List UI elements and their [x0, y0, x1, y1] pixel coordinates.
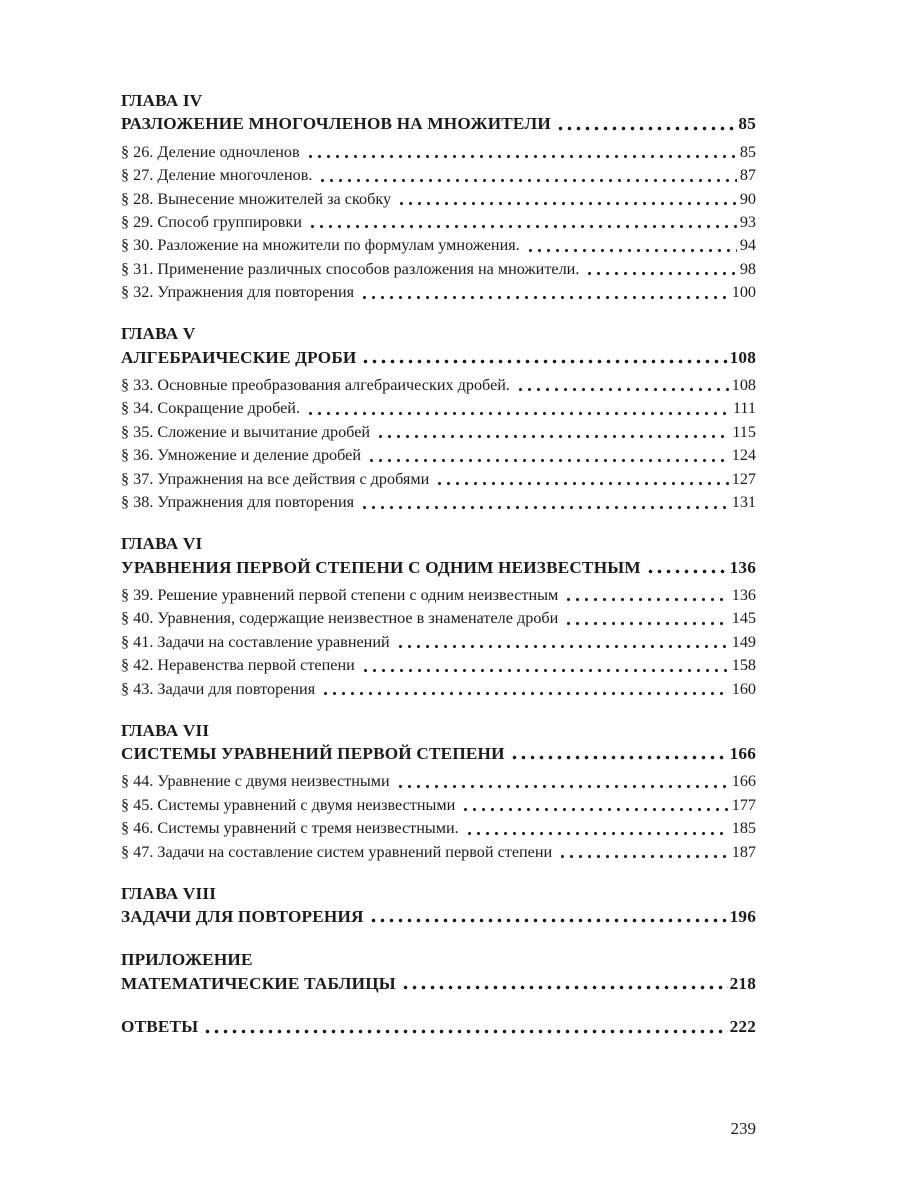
dot-leader — [510, 742, 728, 765]
toc-entry — [121, 678, 756, 701]
toc-entry — [121, 468, 756, 491]
chapter-page-number: 196 — [729, 906, 756, 926]
entry-label: § 31. Применение различных способов разложения на множители. — [121, 259, 580, 278]
entry-page-number: 136 — [731, 585, 756, 604]
dot-leader — [321, 678, 729, 701]
dot-leader — [361, 654, 729, 677]
dot-leader — [367, 444, 729, 467]
entry-label: § 32. Упражнения для повторения — [121, 283, 355, 302]
entry-label: § 39. Решение уравнений первой степени с одним неизвестным — [121, 585, 559, 604]
dot-leader — [361, 346, 727, 369]
toc-entry — [121, 491, 756, 514]
toc-section-chapter-7 — [121, 719, 756, 864]
chapter-entries — [121, 770, 756, 864]
dot-leader — [556, 112, 736, 135]
chapter-entries — [121, 584, 756, 701]
entry-page-number: 98 — [739, 259, 756, 278]
chapter-page-number: 108 — [729, 347, 756, 367]
toc-entry — [121, 444, 756, 467]
toc-entry — [121, 631, 756, 654]
dot-leader — [526, 234, 737, 257]
chapter-label-row — [121, 89, 756, 112]
chapter-label-row — [121, 532, 756, 555]
chapter-page-number: 218 — [729, 973, 756, 993]
dot-leader — [646, 556, 728, 579]
entry-page-number: 187 — [731, 842, 756, 861]
table-of-contents — [121, 89, 756, 1039]
entry-label: § 44. Уравнение с двумя неизвестными — [121, 772, 390, 791]
entry-page-number: 93 — [739, 213, 756, 232]
dot-leader — [376, 421, 729, 444]
chapter-label: ГЛАВА V — [121, 324, 196, 344]
chapter-title: ОТВЕТЫ — [121, 1017, 199, 1037]
entry-page-number: 108 — [731, 376, 756, 395]
toc-section-chapter-6 — [121, 532, 756, 701]
dot-leader — [308, 211, 737, 234]
toc-entry — [121, 817, 756, 840]
dot-leader — [558, 841, 729, 864]
entry-label: § 45. Системы уравнений с двумя неизвестными — [121, 795, 456, 814]
entry-page-number: 158 — [731, 656, 756, 675]
chapter-label-row — [121, 882, 756, 905]
entry-label: § 37. Упражнения на все действия с дробями — [121, 469, 430, 488]
toc-entry — [121, 258, 756, 281]
toc-entry — [121, 374, 756, 397]
dot-leader — [203, 1015, 727, 1038]
chapter-label: ПРИЛОЖЕНИЕ — [121, 950, 253, 970]
chapter-title: АЛГЕБРАИЧЕСКИЕ ДРОБИ — [121, 347, 357, 367]
chapter-title-row — [121, 742, 756, 765]
chapter-label: ГЛАВА VIII — [121, 883, 217, 903]
entry-page-number: 115 — [732, 422, 756, 441]
entry-label: § 35. Сложение и вычитание дробей — [121, 422, 371, 441]
entry-page-number: 100 — [731, 283, 756, 302]
chapter-label: ГЛАВА IV — [121, 91, 203, 110]
dot-leader — [564, 584, 728, 607]
entry-label: § 34. Сокращение дробей. — [121, 399, 301, 418]
dot-leader — [396, 631, 729, 654]
entry-page-number: 90 — [739, 189, 756, 208]
toc-section-chapter-4 — [121, 89, 756, 305]
dot-leader — [318, 164, 736, 187]
chapter-title: РАЗЛОЖЕНИЕ МНОГОЧЛЕНОВ НА МНОЖИТЕЛИ — [121, 114, 551, 134]
dot-leader — [397, 188, 737, 211]
toc-entry — [121, 421, 756, 444]
entry-page-number: 177 — [731, 795, 756, 814]
toc-entry — [121, 607, 756, 630]
dot-leader — [369, 905, 728, 928]
chapter-title: ЗАДАЧИ ДЛЯ ПОВТОРЕНИЯ — [121, 906, 364, 926]
chapter-title: УРАВНЕНИЯ ПЕРВОЙ СТЕПЕНИ С ОДНИМ НЕИЗВЕСТНЫМ — [121, 557, 641, 577]
dot-leader — [516, 374, 729, 397]
entry-label: § 46. Системы уравнений с тремя неизвестными. — [121, 819, 459, 838]
chapter-title-row — [121, 346, 756, 369]
entry-page-number: 127 — [731, 469, 756, 488]
chapter-page-number: 136 — [729, 557, 756, 577]
dot-leader — [360, 491, 729, 514]
chapter-label: ГЛАВА VII — [121, 720, 210, 740]
dot-leader — [306, 141, 737, 164]
entry-label: § 38. Упражнения для повторения — [121, 493, 355, 512]
entry-page-number: 85 — [739, 142, 756, 161]
entry-page-number: 160 — [731, 679, 756, 698]
chapter-title: МАТЕМАТИЧЕСКИЕ ТАБЛИЦЫ — [121, 973, 396, 993]
entry-label: § 28. Вынесение множителей за скобку — [121, 189, 392, 208]
chapter-label-row — [121, 322, 756, 345]
dot-leader — [564, 607, 728, 630]
chapter-entries — [121, 374, 756, 514]
chapter-title-row — [121, 972, 756, 995]
toc-entry — [121, 654, 756, 677]
toc-entry — [121, 841, 756, 864]
toc-entry — [121, 164, 756, 187]
entry-page-number: 185 — [731, 819, 756, 838]
toc-entry — [121, 188, 756, 211]
toc-entry — [121, 584, 756, 607]
dot-leader — [401, 972, 728, 995]
entry-page-number: 145 — [731, 609, 756, 628]
toc-entry — [121, 770, 756, 793]
chapter-page-number: 222 — [729, 1017, 756, 1037]
entry-label: § 33. Основные преобразования алгебраических дробей. — [121, 376, 510, 395]
toc-entry — [121, 397, 756, 420]
entry-page-number: 149 — [731, 632, 756, 651]
toc-section-chapter-5 — [121, 322, 756, 514]
toc-section-appendix — [121, 948, 756, 995]
entry-label: § 36. Умножение и деление дробей — [121, 446, 362, 465]
chapter-label-row — [121, 948, 756, 971]
dot-leader — [585, 258, 736, 281]
page-number-folio: 239 — [730, 1119, 756, 1138]
entry-label: § 26. Деление одночленов — [121, 142, 300, 161]
dot-leader — [360, 281, 729, 304]
entry-label: § 41. Задачи на составление уравнений — [121, 632, 390, 651]
dot-leader — [396, 770, 729, 793]
toc-entry — [121, 794, 756, 817]
toc-entry — [121, 234, 756, 257]
entry-label: § 27. Деление многочленов. — [121, 166, 313, 185]
chapter-entries — [121, 141, 756, 305]
toc-entry — [121, 141, 756, 164]
chapter-label-row — [121, 719, 756, 742]
toc-section-chapter-8 — [121, 882, 756, 929]
toc-entry — [121, 281, 756, 304]
dot-leader — [306, 397, 730, 420]
chapter-label: ГЛАВА VI — [121, 534, 203, 554]
entry-label: § 30. Разложение на множители по формулам умножения. — [121, 236, 520, 255]
chapter-title-row — [121, 1015, 756, 1038]
chapter-page-number: 166 — [729, 743, 756, 763]
entry-page-number: 87 — [739, 166, 756, 185]
entry-label: § 40. Уравнения, содержащие неизвестное в знаменателе дроби — [121, 609, 559, 628]
entry-page-number: 94 — [739, 236, 756, 255]
entry-page-number: 111 — [732, 399, 756, 418]
entry-page-number: 166 — [731, 772, 756, 791]
toc-section-answers — [121, 1015, 756, 1038]
entry-page-number: 131 — [731, 493, 756, 512]
entry-page-number: 124 — [731, 446, 756, 465]
entry-label: § 43. Задачи для повторения — [121, 679, 316, 698]
dot-leader — [435, 468, 728, 491]
entry-label: § 47. Задачи на составление систем уравнений первой степени — [121, 842, 553, 861]
chapter-title-row — [121, 905, 756, 928]
chapter-title: СИСТЕМЫ УРАВНЕНИЙ ПЕРВОЙ СТЕПЕНИ — [121, 743, 505, 763]
entry-label: § 42. Неравенства первой степени — [121, 656, 355, 675]
entry-label: § 29. Способ группировки — [121, 213, 302, 232]
chapter-page-number: 85 — [738, 114, 756, 134]
chapter-title-row — [121, 556, 756, 579]
chapter-title-row — [121, 112, 756, 135]
dot-leader — [465, 817, 729, 840]
dot-leader — [461, 794, 728, 817]
toc-entry — [121, 211, 756, 234]
